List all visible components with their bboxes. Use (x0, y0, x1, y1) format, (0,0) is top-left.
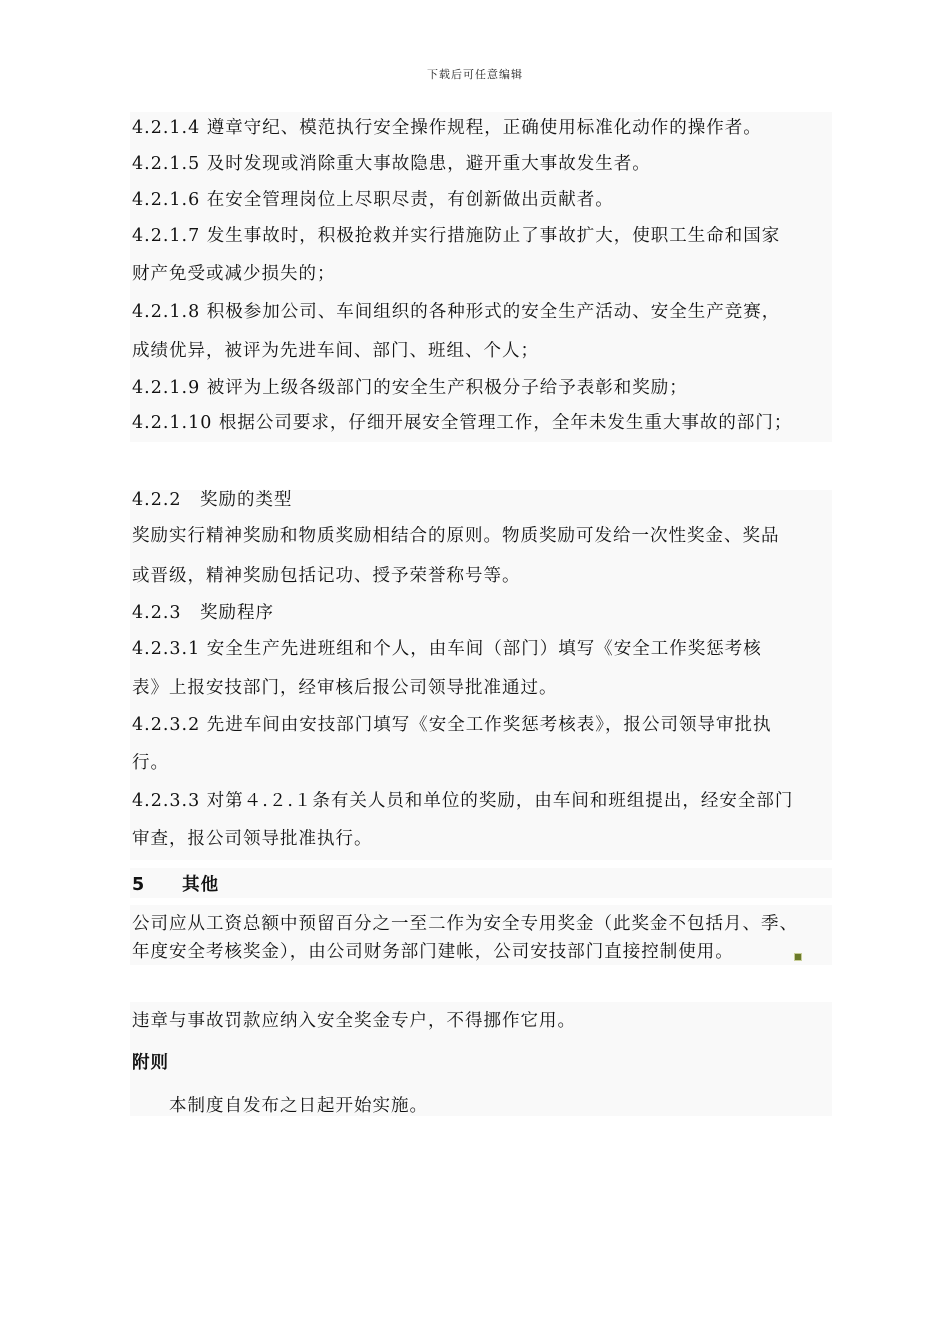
edit-marker-icon (794, 953, 802, 961)
body-line: 或晋级，精神奖励包括记功、授予荣誉称号等。 (132, 566, 521, 586)
section-heading: 4.2.3 奖励程序 (132, 603, 275, 623)
shade-band (130, 868, 832, 898)
body-line: 4.2.1.7 发生事故时，积极抢救并实行措施防止了事故扩大，使职工生命和国家 (132, 226, 781, 246)
section-heading-appendix: 附则 (132, 1053, 169, 1073)
page-header: 下载后可任意编辑 (427, 68, 523, 81)
body-line: 表》上报安技部门，经审核后报公司领导批准通过。 (132, 678, 558, 698)
body-line: 4.2.1.4 遵章守纪、模范执行安全操作规程，正确使用标准化动作的操作者。 (132, 118, 762, 138)
body-line: 4.2.1.6 在安全管理岗位上尽职尽责，有创新做出贡献者。 (132, 190, 614, 210)
body-line: 财产免受或减少损失的； (132, 264, 336, 284)
body-line: 审查，报公司领导批准执行。 (132, 829, 373, 849)
section-heading: 4.2.2 奖励的类型 (132, 490, 293, 510)
body-line: 4.2.3.1 安全生产先进班组和个人，由车间（部门）填写《安全工作奖惩考核 (132, 639, 762, 659)
body-line: 行。 (132, 753, 169, 773)
body-line: 4.2.1.9 被评为上级各级部门的安全生产积极分子给予表彰和奖励； (132, 378, 688, 398)
body-line: 4.2.1.8 积极参加公司、车间组织的各种形式的安全生产活动、安全生产竞赛， (132, 302, 781, 322)
body-line: 本制度自发布之日起开始实施。 (132, 1096, 428, 1116)
body-line: 4.2.1.10 根据公司要求，仔细开展安全管理工作，全年未发生重大事故的部门； (132, 413, 793, 433)
body-line: 公司应从工资总额中预留百分之一至二作为安全专用奖金（此奖金不包括月、季、 (132, 914, 798, 934)
body-line: 成绩优异，被评为先进车间、部门、班组、个人； (132, 341, 539, 361)
body-line: 4.2.1.5 及时发现或消除重大事故隐患，避开重大事故发生者。 (132, 154, 651, 174)
body-line: 奖励实行精神奖励和物质奖励相结合的原则。物质奖励可发给一次性奖金、奖品 (132, 526, 780, 546)
body-line: 违章与事故罚款应纳入安全奖金专户，不得挪作它用。 (132, 1011, 576, 1031)
body-line: 年度安全考核奖金），由公司财务部门建帐，公司安技部门直接控制使用。 (132, 942, 734, 962)
body-line: 4.2.3.3 对第４.２.１条有关人员和单位的奖励，由车间和班组提出，经安全部门 (132, 791, 794, 811)
body-line: 4.2.3.2 先进车间由安技部门填写《安全工作奖惩考核表》，报公司领导审批执 (132, 715, 772, 735)
section-heading-other: 5 其他 (132, 875, 220, 895)
